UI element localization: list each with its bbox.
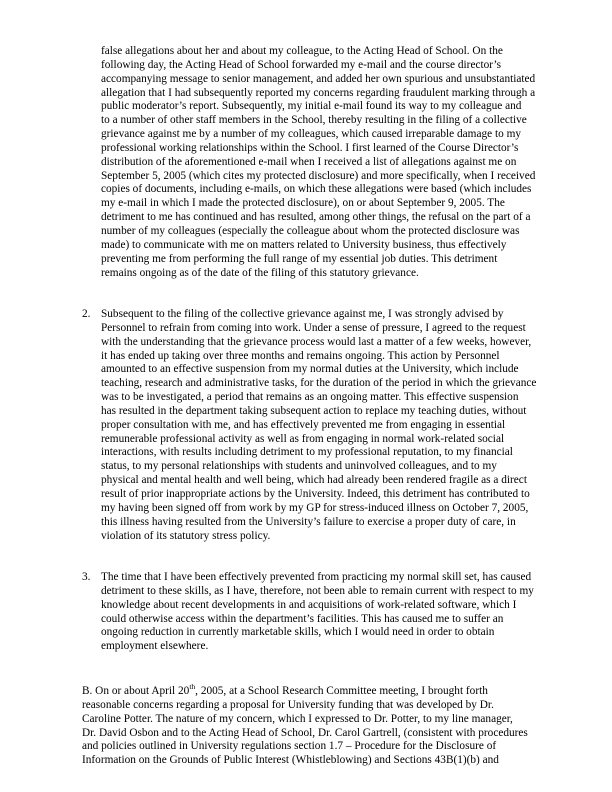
text-line: remains ongoing as of the date of the filing of this statutory grievance. (101, 266, 419, 279)
text-line: violation of its statutory stress policy. (101, 529, 271, 542)
ordinal-suffix: th (189, 682, 196, 692)
item-number: 2. (82, 308, 91, 320)
text-line: allegation that I had subsequently reported my concerns regarding fraudulent marking through a (101, 86, 536, 99)
text-line: remunerable professional activity as well as from engaging in normal work-related social (101, 432, 505, 445)
text-line: it has ended up taking over three months and remains ongoing. This action by Personnel (101, 349, 500, 362)
text-line: and policies outlined in University regulations section 1.7 – Procedure for the Disclosure of (82, 740, 497, 753)
text-line: to a number of other staff members in the School, thereby resulting in the filing of a collective (101, 114, 527, 127)
text-line: physical and mental health and well being, which had already been rendered fragile as a direct (101, 474, 527, 487)
text-line: preventing me from performing the full range of my essential job duties. This detriment (101, 252, 498, 265)
text-line: interactions, with results including detriment to my professional reputation, to my financial (101, 446, 513, 459)
text-line: September 5, 2005 (which cites my protected disclosure) and more specifically, when I received (101, 169, 536, 182)
paragraph-continued (101, 45, 552, 280)
text-line: following day, the Acting Head of School forwarded my e-mail and the course director’s (101, 58, 501, 71)
text-line: detriment to me has continued and has resulted, among other things, the refusal on the part of a (101, 211, 531, 224)
text-line: knowledge about recent developments in and acquisitions of work-related software, which I (101, 598, 517, 611)
text-line: professional working relationships within the School. I first learned of the Course Director’s (101, 141, 519, 154)
text-line: employment elsewhere. (101, 640, 209, 653)
text-line: result of prior inappropriate actions by the University. Indeed, this detriment has contributed to (101, 487, 530, 500)
section-b-lead-rest: , 2005, at a School Research Committee meeting, I brought forth (195, 685, 488, 697)
text-line (82, 682, 552, 699)
text-line: detriment to these skills, as I have, therefore, not been able to remain current with respect to my (101, 584, 534, 597)
text-line: reasonable concerns regarding a proposal for University funding that was developed by Dr. (82, 698, 494, 711)
text-line: Information on the Grounds of Public Interest (Whistleblowing) and Sections 43B(1)(b) and (82, 754, 499, 767)
section-b-paragraph (82, 682, 552, 768)
text-line: status, to my personal relationships with students and uninvolved colleagues, and to my (101, 460, 497, 473)
text-line: made) to communicate with me on matters related to University business, thus effectively (101, 238, 507, 251)
numbered-item-3 (82, 571, 552, 654)
text-line: proper consultation with me, and has effectively prevented me from engaging in essential (101, 418, 506, 431)
text-line: Dr. David Osbon and to the Acting Head of School, Dr. Carol Gartrell, (consistent with procedures (82, 726, 528, 739)
text-line: was to be investigated, a period that remains as an ongoing matter. This effective suspension (101, 391, 519, 404)
text-line: this illness having resulted from the University’s failure to exercise a proper duty of care, in (101, 515, 516, 528)
text-line: false allegations about her and about my colleague, to the Acting Head of School. On the (101, 45, 503, 57)
item-text (101, 308, 552, 543)
text-line: accompanying message to senior management, and added her own spurious and unsubstantiated (101, 72, 536, 85)
text-line: teaching, research and administrative tasks, for the duration of the period in which the grievance (101, 377, 537, 390)
text-line: Caroline Potter. The nature of my concern, which I expressed to Dr. Potter, to my line manager, (82, 712, 513, 725)
item-text (101, 571, 552, 654)
text-line: has resulted in the department taking subsequent action to replace my teaching duties, without (101, 404, 527, 417)
text-line: distribution of the aforementioned e-mail when I received a list of allegations against me on (101, 155, 517, 168)
text-line: The time that I have been effectively prevented from practicing my normal skill set, has caused (101, 571, 532, 583)
numbered-item-2 (82, 308, 552, 543)
text-line: public moderator’s report. Subsequently, my initial e-mail found its way to my colleague and (101, 100, 522, 113)
text-line: copies of documents, including e-mails, on which these allegations were based (which includes (101, 183, 532, 196)
section-b-lead: B. On or about April 20 (82, 685, 190, 697)
text-line: amounted to an effective suspension from my normal duties at the University, which include (101, 363, 519, 376)
text-line: could otherwise access within the department’s facilities. This has caused me to suffer an (101, 612, 504, 625)
text-line: Subsequent to the filing of the collective grievance against me, I was strongly advised by (101, 308, 504, 320)
text-line: my having been signed off from work by my GP for stress-induced illness on October 7, 2005, (101, 501, 529, 514)
text-line: grievance against me by a number of my colleagues, which caused irreparable damage to my (101, 128, 522, 141)
text-line: Personnel to refrain from coming into work. Under a sense of pressure, I agreed to the request (101, 321, 526, 334)
text-line: with the understanding that the grievance process would last a matter of a few weeks, however, (101, 335, 532, 348)
text-line: ongoing reduction in currently marketable skills, which I would need in order to obtain (101, 626, 495, 639)
text-line: my e-mail in which I made the protected disclosure), on or about September 9, 2005. The (101, 197, 505, 210)
item-number: 3. (82, 571, 91, 583)
text-line: number of my colleagues (especially the colleague about whom the protected disclosure was (101, 224, 520, 237)
